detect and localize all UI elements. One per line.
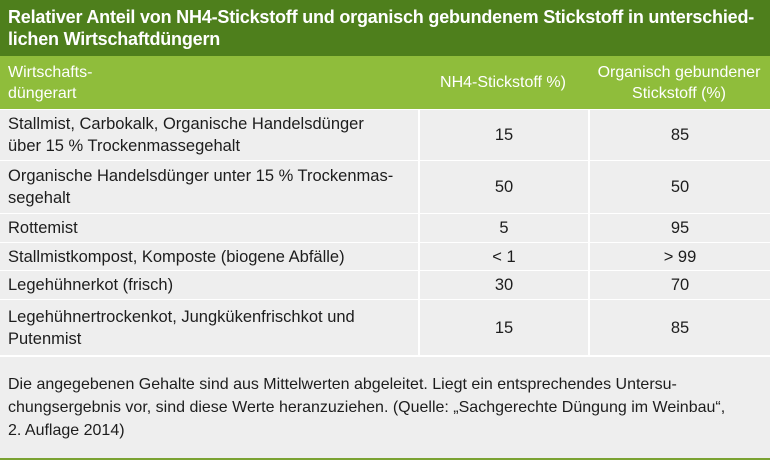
row-name-line: über 15 % Trockenmassegehalt xyxy=(8,137,241,155)
header-fertilizer-type xyxy=(0,56,418,109)
table-row xyxy=(0,270,770,299)
row-organic-value: 95 xyxy=(588,214,770,242)
header-organic-nitrogen-line-1: Organisch gebundener xyxy=(597,63,761,81)
row-fertilizer-name: Stallmistkompost, Komposte (biogene Abfälle) xyxy=(8,247,345,266)
row-nh4-value: 50 xyxy=(418,161,588,213)
row-nh4-value: 30 xyxy=(418,271,588,299)
row-fertilizer-name xyxy=(0,110,418,160)
table-header-row xyxy=(0,56,770,109)
table-row xyxy=(0,160,770,213)
row-organic-value: 70 xyxy=(588,271,770,299)
table-title xyxy=(0,0,770,56)
table-row xyxy=(0,109,770,160)
row-fertilizer-name xyxy=(0,161,418,213)
row-organic-value: > 99 xyxy=(588,243,770,270)
header-nh4-nitrogen: NH4-Stickstoff %) xyxy=(440,74,566,91)
row-name-line: Legehühnertrockenkot, Jungkükenfrischkot und xyxy=(8,307,355,326)
row-fertilizer-name: Rottemist xyxy=(8,219,78,237)
table-row xyxy=(0,213,770,242)
row-name-line: Organische Handelsdünger unter 15 % Trockenmas- xyxy=(8,167,394,185)
header-fertilizer-type-line-2: düngerart xyxy=(8,84,77,102)
table-footnote xyxy=(0,355,770,458)
header-fertilizer-type-line-1: Wirtschafts- xyxy=(8,63,93,81)
row-organic-value: 85 xyxy=(588,110,770,160)
table-title-line-2: lichen Wirtschaftdüngern xyxy=(8,29,221,49)
row-nh4-value: 5 xyxy=(418,214,588,242)
row-name-line: Stallmist, Carbokalk, Organische Handelsdünger xyxy=(8,115,364,133)
row-nh4-value: < 1 xyxy=(418,243,588,270)
table-row xyxy=(0,299,770,355)
row-fertilizer-name: Legehühnerkot (frisch) xyxy=(8,276,174,294)
table-title-line-1: Relativer Anteil von NH4-Stickstoff und organisch gebundenem Stickstoff in unterschied- xyxy=(8,7,755,27)
row-name-line: Putenmist xyxy=(8,329,82,348)
footnote-line: 2. Auflage 2014) xyxy=(8,422,125,439)
table-row xyxy=(0,242,770,270)
footnote-line: Die angegebenen Gehalte sind aus Mittelwerten abgeleitet. Liegt ein entsprechendes Untersu- xyxy=(8,376,677,393)
row-nh4-value: 15 xyxy=(418,110,588,160)
header-organic-nitrogen-line-2: Stickstoff (%) xyxy=(632,84,726,102)
footnote-line: chungsergebnis vor, sind diese Werte heranzuziehen. (Quelle: „Sachgerechte Düngung im Weinbau“, xyxy=(8,399,726,416)
row-organic-value: 50 xyxy=(588,161,770,213)
row-name-line: segehalt xyxy=(8,189,71,207)
header-organic-nitrogen xyxy=(588,56,770,109)
row-nh4-value: 15 xyxy=(418,300,588,355)
row-organic-value: 85 xyxy=(588,300,770,355)
row-fertilizer-name xyxy=(0,300,418,355)
